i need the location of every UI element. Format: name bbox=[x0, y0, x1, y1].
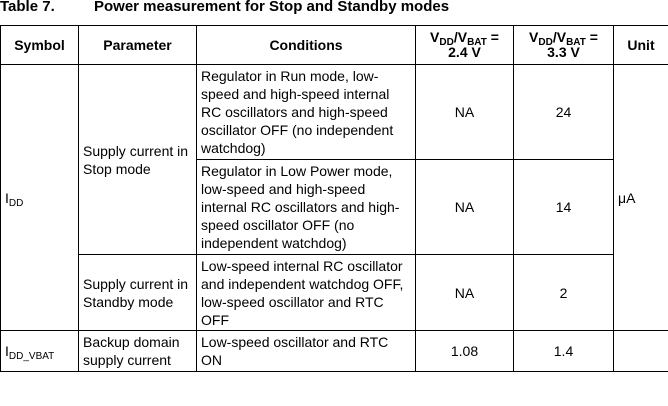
header-vdd-2v4-slash: /V bbox=[453, 29, 468, 45]
header-unit: Unit bbox=[614, 26, 668, 65]
value-2v4: NA bbox=[416, 160, 514, 255]
value-2v4: NA bbox=[416, 65, 514, 160]
symbol-idd bbox=[1, 65, 79, 331]
table-number: Table 7. bbox=[0, 0, 55, 15]
value-3v3: 14 bbox=[514, 160, 614, 255]
symbol-idd-vbat-main: I bbox=[5, 343, 9, 359]
parameter-stop-mode: Supply current in Stop mode bbox=[79, 65, 197, 255]
value-3v3: 24 bbox=[514, 65, 614, 160]
header-vdd-2v4 bbox=[416, 26, 514, 65]
condition-cell: Low-speed internal RC oscillator and independent watchdog OFF, low-speed oscillator and RTC OFF bbox=[197, 255, 416, 331]
header-parameter: Parameter bbox=[79, 26, 197, 65]
header-vdd-2v4-v: V bbox=[430, 29, 440, 45]
header-vdd-3v3-v: V bbox=[529, 29, 539, 45]
header-vdd-2v4-eq: = bbox=[486, 29, 499, 45]
symbol-idd-main: I bbox=[5, 189, 9, 206]
value-3v3: 1.4 bbox=[514, 331, 614, 372]
header-vdd-3v3-slash: /V bbox=[552, 29, 567, 45]
header-vdd-3v3 bbox=[514, 26, 614, 65]
table-row bbox=[1, 331, 668, 372]
parameter-standby-mode: Supply current in Standby mode bbox=[79, 255, 197, 331]
header-vdd-3v3-bat: BAT bbox=[566, 37, 586, 48]
table-title: Power measurement for Stop and Standby modes bbox=[94, 0, 450, 15]
header-conditions: Conditions bbox=[197, 26, 416, 65]
header-symbol: Symbol bbox=[1, 26, 79, 65]
table-row bbox=[1, 65, 668, 160]
header-row bbox=[1, 26, 668, 65]
parameter-backup-domain: Backup domain supply current bbox=[79, 331, 197, 372]
value-3v3: 2 bbox=[514, 255, 614, 331]
condition-cell: Low-speed oscillator and RTC ON bbox=[197, 331, 416, 372]
header-vdd-3v3-eq: = bbox=[585, 29, 598, 45]
condition-cell: Regulator in Low Power mode, low-speed and high-speed internal RC oscillators and high-speed oscillator OFF (no independent watchdog) bbox=[197, 160, 416, 255]
header-vdd-3v3-dd: DD bbox=[538, 37, 553, 48]
table-row bbox=[1, 255, 668, 331]
unit-ua: μA bbox=[614, 65, 668, 331]
symbol-idd-vbat bbox=[1, 331, 79, 372]
value-2v4: 1.08 bbox=[416, 331, 514, 372]
header-vdd-2v4-value: 2.4 V bbox=[448, 44, 481, 60]
unit-empty bbox=[614, 331, 668, 372]
header-vdd-2v4-dd: DD bbox=[439, 37, 454, 48]
condition-cell: Regulator in Run mode, low-speed and high-speed internal RC oscillators and high-speed oscillator OFF (no independent watchdog) bbox=[197, 65, 416, 160]
symbol-idd-sub: DD bbox=[8, 197, 24, 209]
symbol-idd-vbat-sub: DD_VBAT bbox=[8, 351, 55, 362]
header-vdd-3v3-value: 3.3 V bbox=[547, 44, 580, 60]
table-caption bbox=[0, 0, 449, 17]
value-2v4: NA bbox=[416, 255, 514, 331]
header-vdd-2v4-bat: BAT bbox=[467, 37, 487, 48]
power-measurement-table bbox=[0, 25, 668, 372]
